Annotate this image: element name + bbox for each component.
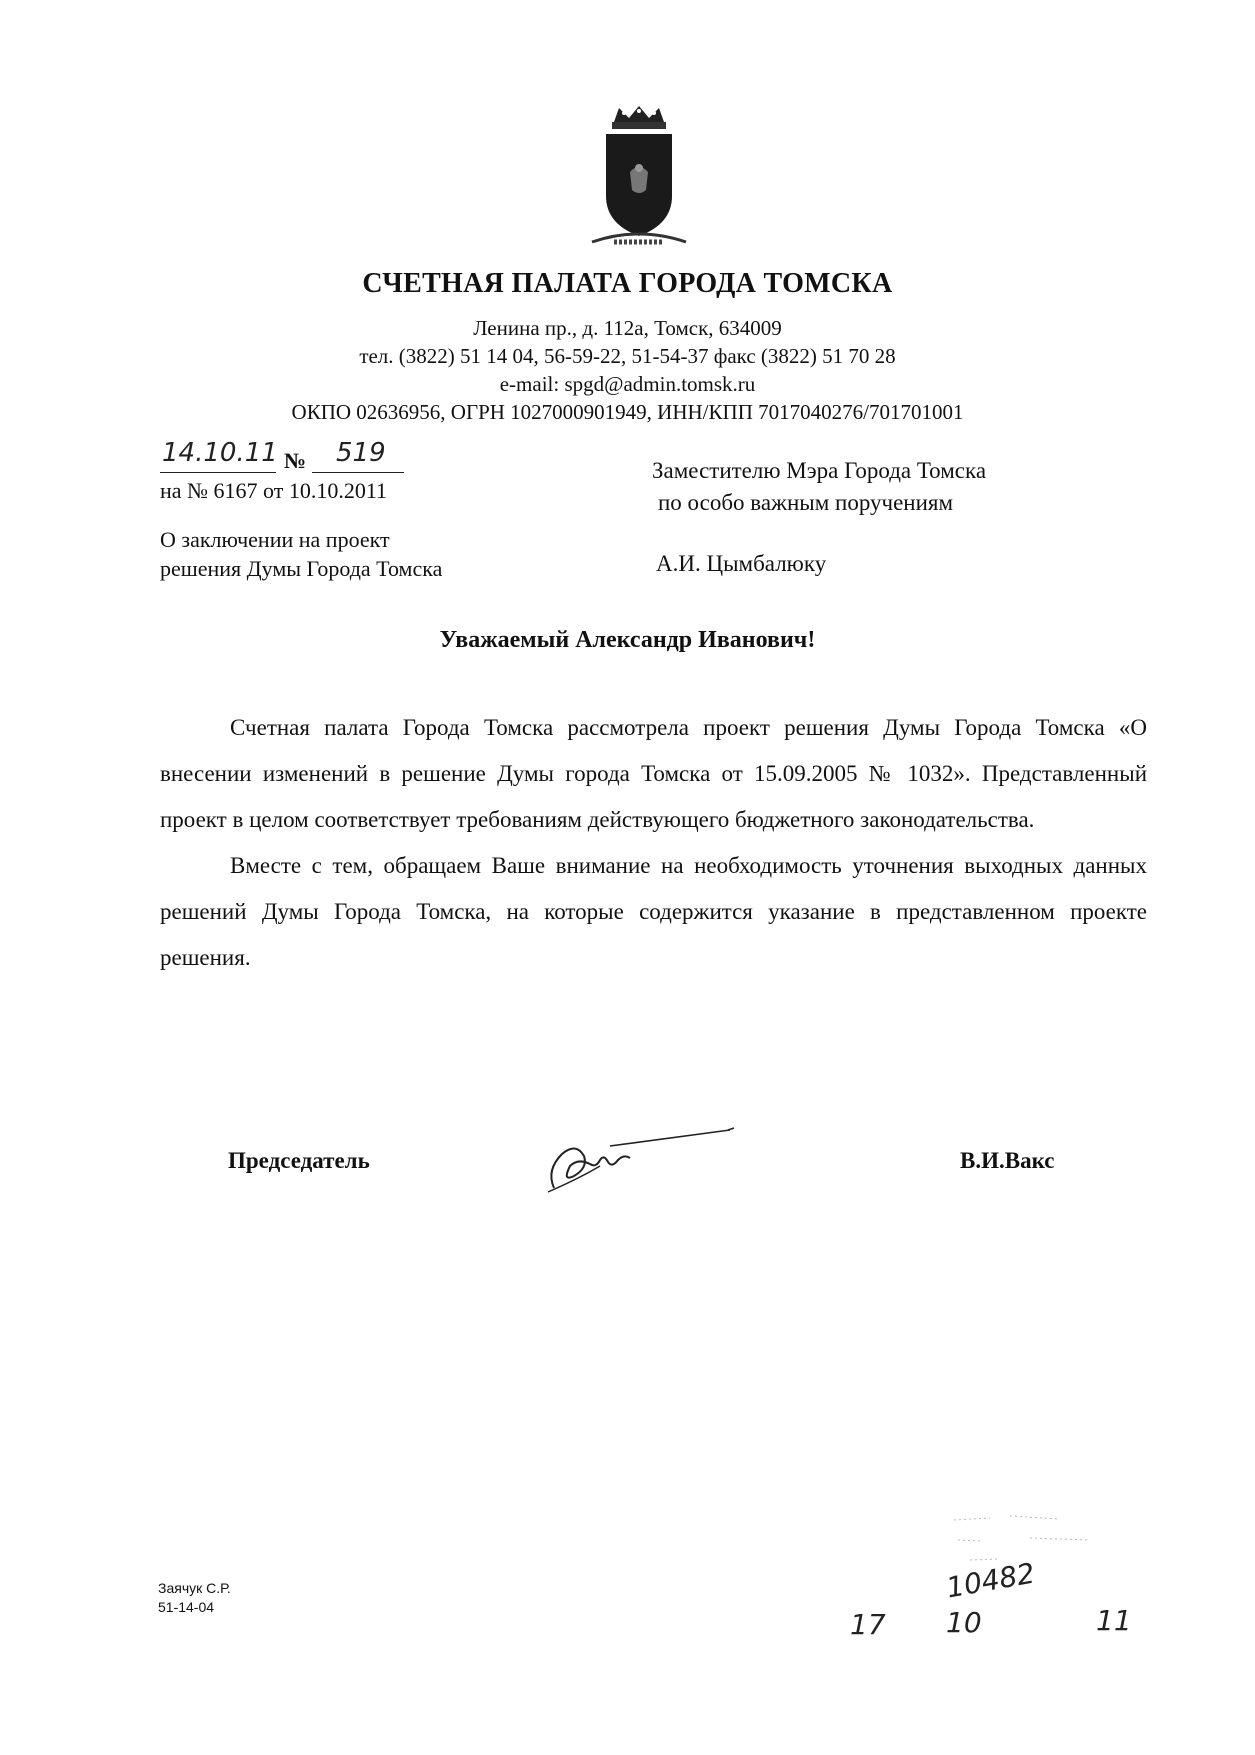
outgoing-date-handwritten: 14.10.11 (162, 438, 278, 468)
body-paragraph-2: Вместе с тем, обращаем Ваше внимание на необходимость уточнения выходных данных решений Думы Города Томска, на которые содержится указание в представленном проекте решения. (160, 853, 1147, 970)
address-line: Ленина пр., д. 112а, Томск, 634009 (473, 316, 782, 340)
outgoing-date-field (160, 438, 278, 473)
outgoing-number-handwritten: 519 (336, 438, 386, 468)
organization-name: СЧЕТНАЯ ПАЛАТА ГОРОДА ТОМСКА (362, 268, 893, 299)
body-paragraph-1: Счетная палата Города Томска рассмотрела проект решения Думы Города Томска «О внесении изменений в решение Думы города Томска от 15.09.2005 № 1032». Представленный проект в целом соответствует требованиям действующего бюджетного законодательства. (160, 715, 1147, 832)
registry-line: ОКПО 02636956, ОГРН 1027000901949, ИНН/КПП 7017040276/701701001 (291, 400, 964, 424)
signatory-name: В.И.Вакс (960, 1148, 1055, 1173)
subject-line-2: решения Думы Города Томска (160, 556, 443, 581)
registration-number: 10482 (943, 1556, 1038, 1605)
coat-of-arms-icon (584, 104, 694, 252)
executor-name: Заячук С.Р. (158, 1580, 231, 1596)
addressee-line-2: по особо важным поручениям (658, 490, 954, 515)
addressee-name: А.И. Цымбалюку (656, 551, 827, 576)
registration-year: 11 (1096, 1604, 1132, 1637)
email-line: e-mail: spgd@admin.tomsk.ru (499, 372, 756, 396)
outgoing-number-field (312, 438, 404, 473)
executor-phone: 51-14-04 (158, 1599, 215, 1615)
signatory-position: Председатель (228, 1148, 370, 1173)
reply-to-reference: на № 6167 от 10.10.2011 (160, 478, 388, 503)
phone-line: тел. (3822) 51 14 04, 56-59-22, 51-54-37 факс (3822) 51 70 28 (359, 344, 896, 368)
salutation: Уважаемый Александр Иванович! (439, 627, 816, 653)
subject-line-1: О заключении на проект (160, 527, 390, 552)
addressee-line-1: Заместителю Мэра Города Томска (652, 458, 987, 483)
handwritten-signature (540, 1118, 740, 1198)
letter-body (160, 705, 1147, 981)
number-sign: № (284, 448, 307, 473)
registration-day: 17 (850, 1608, 886, 1641)
registration-month: 10 (946, 1606, 982, 1639)
